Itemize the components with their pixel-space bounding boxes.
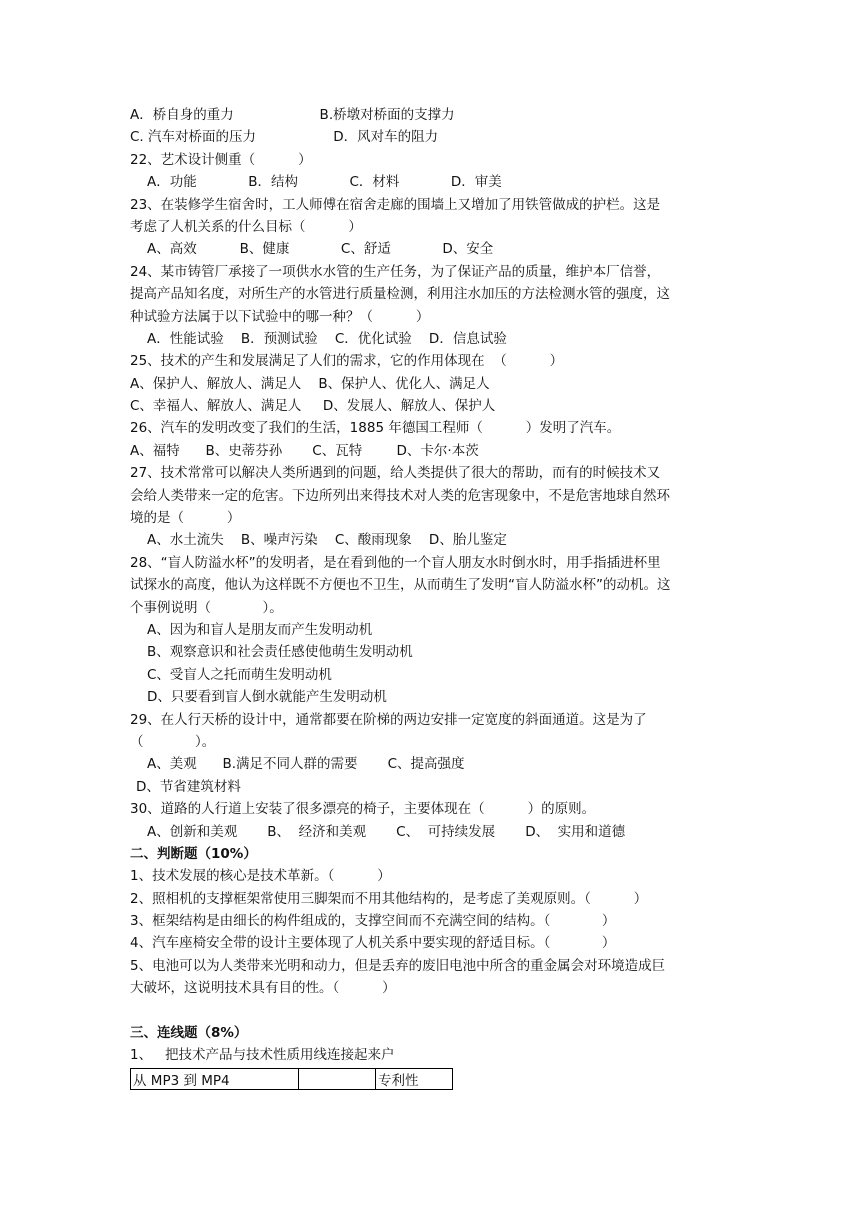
text-line: D、节省建筑材料 <box>136 778 241 795</box>
text-line: 提高产品知名度，对所生产的水管进行质量检测，利用注水加压的方法检测水管的强度，这 <box>130 286 670 303</box>
text-line: 30、道路的人行道上安装了很多漂亮的椅子，主要体现在（ ）的原则。 <box>130 801 596 818</box>
text-line: 25、技术的产生和发展满足了人们的需求，它的作用体现在 （ ） <box>130 353 564 370</box>
text-line: A、水土流失 B、噪声污染 C、酸雨现象 D、胎儿鉴定 <box>147 532 507 549</box>
section-heading: 三、连线题（8%） <box>130 1025 248 1042</box>
text-line: A．功能 B．结构 C．材料 D．审美 <box>147 174 502 191</box>
text-line: 个事例说明（ ）。 <box>130 599 283 616</box>
text-line: C. 汽车对桥面的压力 D．风对车的阻力 <box>130 129 439 146</box>
text-line: 种试验方法属于以下试验中的哪一种？（ ） <box>130 308 430 325</box>
text-line: 23、在装修学生宿舍时，工人师傅在宿舍走廊的围墙上又增加了用铁管做成的护栏。这是 <box>130 196 661 213</box>
text-line: 22、艺术设计侧重（ ） <box>130 151 312 168</box>
text-line: A、因为和盲人是朋友而产生发明动机 <box>147 621 373 638</box>
text-line: A．性能试验 B．预测试验 C．优化试验 D．信息试验 <box>147 330 507 347</box>
text-line: 5、电池可以为人类带来光明和动力，但是丢弃的废旧电池中所含的重金属会对环境造成巨 <box>130 957 666 974</box>
text-line: 考虑了人机关系的什么目标（ ） <box>130 218 362 235</box>
text-line: A．桥自身的重力 B.桥墩对桥面的支撑力 <box>130 107 455 123</box>
exam-page <box>130 104 740 1090</box>
text-line: C、幸福人、解放人、满足人 D、发展人、解放人、保护人 <box>130 398 496 415</box>
text-line: 29、在人行天桥的设计中，通常都要在阶梯的两边安排一定宽度的斜面通道。这是为了 <box>130 711 647 728</box>
text-line: 大破坏，这说明技术具有目的性。（ ） <box>130 980 396 997</box>
text-line: 境的是（ ） <box>130 510 241 527</box>
text-line: 28、“盲人防溢水杯”的发明者，是在看到他的一个盲人朋友水时倒水时，用手指插进杯里 <box>130 554 661 571</box>
text-line: 27、技术常常可以解决人类所遇到的问题，给人类提供了很大的帮助，而有的时候技术又 <box>130 465 661 482</box>
text-line: 1、技术发展的核心是技术革新。（ ） <box>130 868 391 885</box>
text-line: 1、 把技术产品与技术性质用线连接起来户 <box>130 1047 395 1064</box>
text-line: 会给人类带来一定的危害。下边所列出来得技术对人类的危害现象中，不是危害地球自然环 <box>130 487 670 504</box>
text-line <box>130 1000 740 1022</box>
text-line: 26、汽车的发明改变了我们的生活，1885 年德国工程师（ ）发明了汽车。 <box>130 420 621 437</box>
question-lines <box>130 104 740 1067</box>
text-line: 3、框架结构是由细长的构件组成的，支撑空间而不充满空间的结构。（ ） <box>130 913 616 930</box>
text-line: D、只要看到盲人倒水就能产生发明动机 <box>147 689 387 706</box>
text-line: A、福特 B、史蒂芬孙 C、瓦特 D、卡尔·本茨 <box>130 442 479 459</box>
text-line: 2、照相机的支撑框架常使用三脚架而不用其他结构的，是考虑了美观原则。（ ） <box>130 890 648 907</box>
text-line: 4、汽车座椅安全带的设计主要体现了人机关系中要实现的舒适目标。（ ） <box>130 935 616 952</box>
matching-table <box>130 1068 453 1090</box>
text-line: 试探水的高度，他认为这样既不方便也不卫生，从而萌生了发明“盲人防溢水杯”的动机。这 <box>130 577 671 594</box>
text-line: 24、某市铸管厂承接了一项供水水管的生产任务，为了保证产品的质量，维护本厂信誉， <box>130 263 661 280</box>
table-cell <box>299 1068 376 1089</box>
table-row <box>131 1068 453 1089</box>
text-line: A、美观 B.满足不同人群的需要 C、提高强度 <box>147 756 465 773</box>
table-cell: 从 MP3 到 MP4 <box>131 1068 299 1089</box>
text-line: A、保护人、解放人、满足人 B、保护人、优化人、满足人 <box>130 375 490 392</box>
text-line: C、受盲人之托而萌生发明动机 <box>147 666 332 683</box>
table-cell: 专利性 <box>376 1068 453 1089</box>
text-line: A、创新和美观 B、 经济和美观 C、 可持续发展 D、 实用和道德 <box>147 823 626 840</box>
text-line: A、高效 B、健康 C、舒适 D、安全 <box>147 241 494 258</box>
section-heading: 二、判断题（10%） <box>130 845 257 862</box>
text-line: （ ）。 <box>130 733 216 750</box>
text-line: B、观察意识和社会责任感使他萌生发明动机 <box>147 644 413 661</box>
